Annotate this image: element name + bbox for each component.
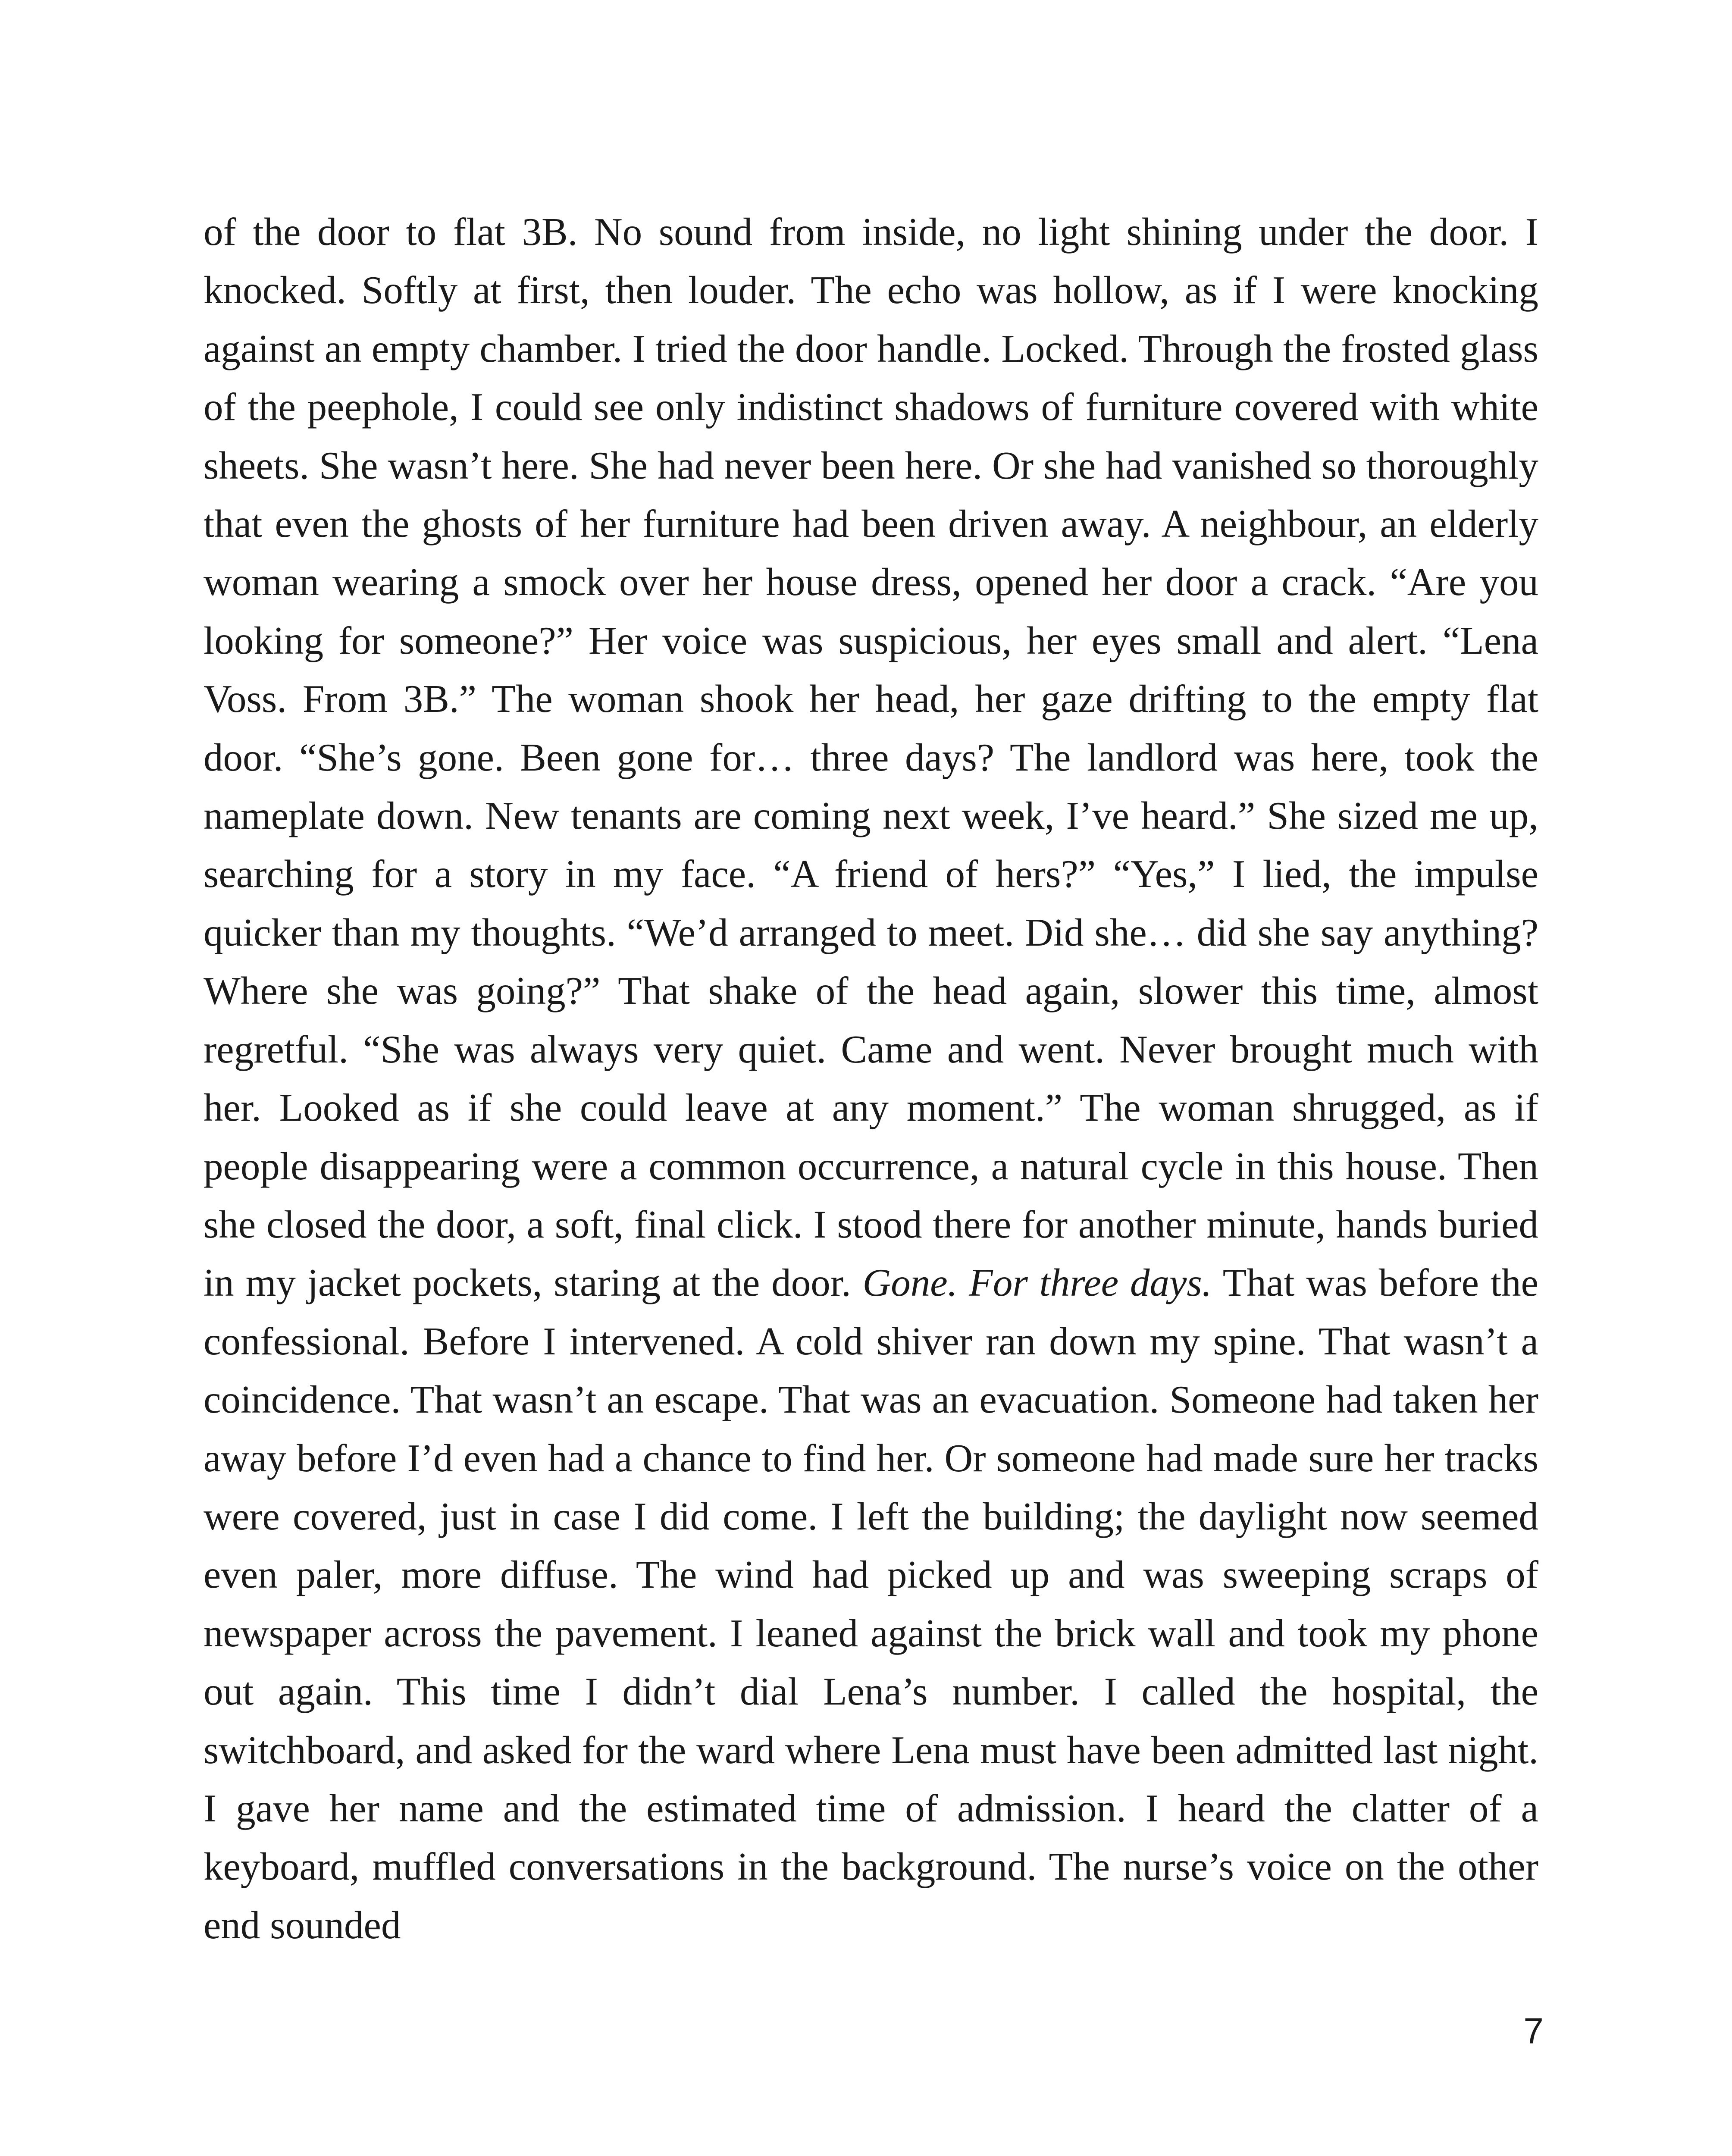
body-paragraph xyxy=(204,203,1538,1954)
page-number: 7 xyxy=(1523,2011,1544,2051)
paragraph-text-part-2: That was before the confessional. Before I intervened. A cold shiver ran down my spine. That wasn’t a coincidence. That wasn’t an escape. That was an evacuation. Someone had taken her away before I’d even had a chance to find her. Or someone had made sure her tracks were covered, just in case I did come. I left the building; the daylight now seemed even paler, more diffuse. The wind had picked up and was sweeping scraps of newspaper across the pavement. I leaned against the brick wall and took my phone out again. This time I didn’t dial Lena’s number. I called the hospital, the switchboard, and asked for the ward where Lena must have been admitted last night. I gave her name and the estimated time of admission. I heard the clatter of a keyboard, muffled conversations in the background. The nurse’s voice on the other end sounded xyxy=(204,1261,1538,1947)
paragraph-text-part-1: of the door to flat 3B. No sound from inside, no light shining under the door. I knocked. Softly at first, then louder. The echo was hollow, as if I were knocking against an empty chamber. I tried the door handle. Locked. Through the frosted glass of the peephole, I could see only indistinct shadows of furniture covered with white sheets. She wasn’t here. She had never been here. Or she had vanished so thoroughly that even the ghosts of her furniture had been driven away. A neighbour, an elderly woman wearing a smock over her house dress, opened her door a crack. “Are you looking for someone?” Her voice was suspicious, her eyes small and alert. “Lena Voss. From 3B.” The woman shook her head, her gaze drifting to the empty flat door. “She’s gone. Been gone for… three days? The landlord was here, took the nameplate down. New tenants are coming next week, I’ve heard.” She sized me up, searching for a story in my face. “A friend of hers?” “Yes,” I lied, the impulse quicker than my thoughts. “We’d arranged to meet. Did she… did she say anything? Where she was going?” That shake of the head again, slower this time, almost regretful. “She was always very quiet. Came and went. Never brought much with her. Looked as if she could leave at any moment.” The woman shrugged, as if people disappearing were a common occurrence, a natural cycle in this house. Then she closed the door, a soft, final click. I stood there for another minute, hands buried in my jacket pockets, staring at the door. xyxy=(204,210,1538,1305)
paragraph-italic-text: Gone. For three days. xyxy=(862,1261,1212,1305)
